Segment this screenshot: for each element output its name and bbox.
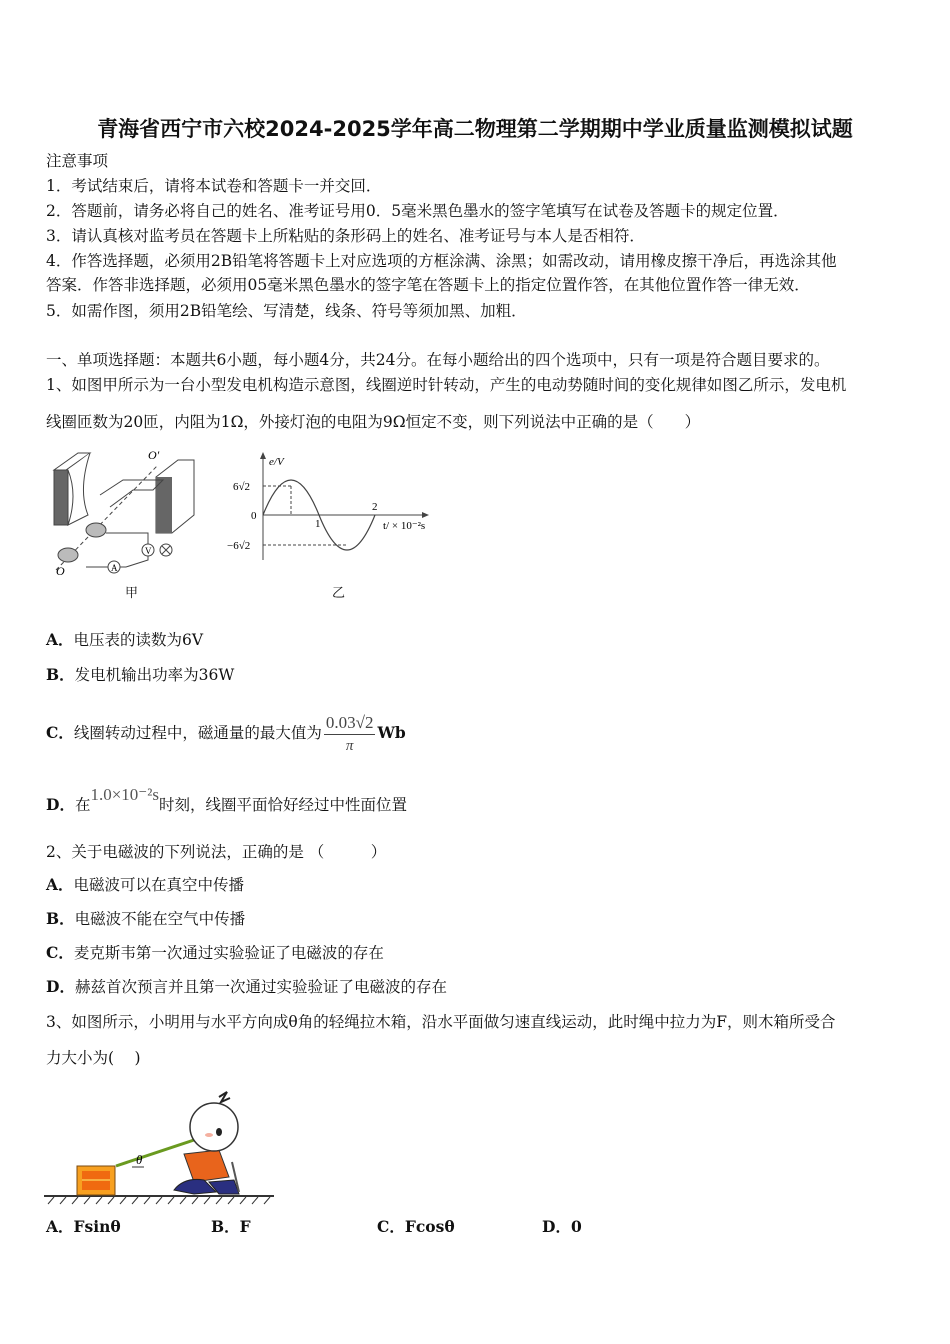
axis-top-label: O′ [148,448,160,462]
q1-stem-cont: 线圈匝数为20匝，内阻为1Ω，外接灯泡的电阻为9Ω恒定不变，则下列说法中正确的是（ ） [46,413,701,431]
angle-theta-label: θ [136,1152,143,1167]
q2-option-b: 电磁波不能在空气中传播 [74,910,246,928]
emf-time-graph [225,450,440,570]
option-letter: C． [46,723,74,742]
notice-heading: 注意事项 [46,152,109,170]
time-expression: 1.0×10⁻²s [90,785,159,804]
q3-stem: 3、如图所示，小明用与水平方向成θ角的轻绳拉木箱，沿水平面做匀速直线运动，此时绳中拉力为F，则木箱所受合 [46,1013,836,1031]
pulling-box-illustration [44,1082,279,1207]
q3-option-a: Fsinθ [73,1217,121,1236]
notice-item: 5．如需作图，须用2B铅笔绘、写清楚，线条、符号等须加黑、加粗． [46,302,527,320]
ammeter-label: A [111,563,118,573]
unit-wb: Wb [377,723,406,742]
flux-fraction [324,712,376,757]
voltmeter-label: V [145,546,152,556]
q1-option-a: 电压表的读数为6V [73,631,204,649]
x-tick-2: 2 [372,501,378,513]
q1-option-d: 时刻，线圈平面恰好经过中性面位置 [159,796,408,814]
q3-option-d: 0 [570,1217,582,1236]
q2-stem: 2、关于电磁波的下列说法，正确的是 （ ） [46,843,387,861]
option-letter: C． [46,943,74,962]
option-letter: D． [542,1217,571,1236]
fraction-denominator: π [345,737,354,754]
section-heading: 一、单项选择题：本题共6小题，每小题4分，共24分。在每小题给出的四个选项中，只有一项是符合题目要求的。 [46,351,830,369]
origin-label: 0 [251,510,257,522]
option-letter: B． [46,909,75,928]
notice-item: 2．答题前，请务必将自己的姓名、准考证号用0．5毫米黑色墨水的签字笔填写在试卷及答题卡的规定位置． [46,202,789,220]
q1-option-d-pre: 在 [74,796,91,814]
option-letter: A． [46,630,74,649]
q2-option-d: 赫兹首次预言并且第一次通过实验验证了电磁波的存在 [74,978,447,996]
y-min-label: −6√2 [227,540,251,552]
q1-option-c: 线圈转动过程中，磁通量的最大值为 [73,724,322,742]
fig-caption-jia: 甲 [125,586,139,601]
y-max-label: 6√2 [233,481,251,493]
notice-item: 1．考试结束后，请将本试卷和答题卡一并交回． [46,177,382,195]
fig-caption-yi: 乙 [332,586,346,601]
generator-diagram [48,445,208,605]
notice-item: 3．请认真核对监考员在答题卡上所粘贴的条形码上的姓名、准考证号与本人是否相符． [46,227,645,245]
q1-stem: 1、如图甲所示为一台小型发电机构造示意图，线圈逆时针转动，产生的电动势随时间的变化规律如图乙所示，发电机 [46,376,847,394]
x-axis-label: t/ × 10⁻²s [383,520,426,532]
option-letter: B． [46,665,75,684]
q3-option-b: F [239,1217,251,1236]
q3-stem-cont: 力大小为( ) [46,1049,141,1067]
x-tick-1: 1 [315,518,321,530]
q3-option-c: Fcosθ [404,1217,455,1236]
option-letter: C． [377,1217,405,1236]
notice-item: 4．作答选择题，必须用2B铅笔将答题卡上对应选项的方框涂满、涂黑；如需改动，请用橡皮擦干净后，再选涂其他 [46,252,837,270]
notice-item: 答案．作答非选择题，必须用05毫米黑色墨水的签字笔在答题卡上的指定位置作答，在其他位置作答一律无效． [46,276,810,294]
option-letter: D． [46,795,75,814]
q1-option-b: 发电机输出功率为36W [74,666,235,684]
axis-bottom-label: O [56,564,65,578]
fraction-numerator: 0.03√2 [324,712,376,735]
q2-option-a: 电磁波可以在真空中传播 [73,876,245,894]
option-letter: A． [46,875,74,894]
option-letter: A． [46,1217,74,1236]
option-letter: D． [46,977,75,996]
option-letter: B． [211,1217,240,1236]
page-title: 青海省西宁市六校2024-2025学年高二物理第二学期期中学业质量监测模拟试题 [97,117,853,141]
y-axis-label: e/V [269,456,284,468]
q2-option-c: 麦克斯韦第一次通过实验验证了电磁波的存在 [73,944,384,962]
